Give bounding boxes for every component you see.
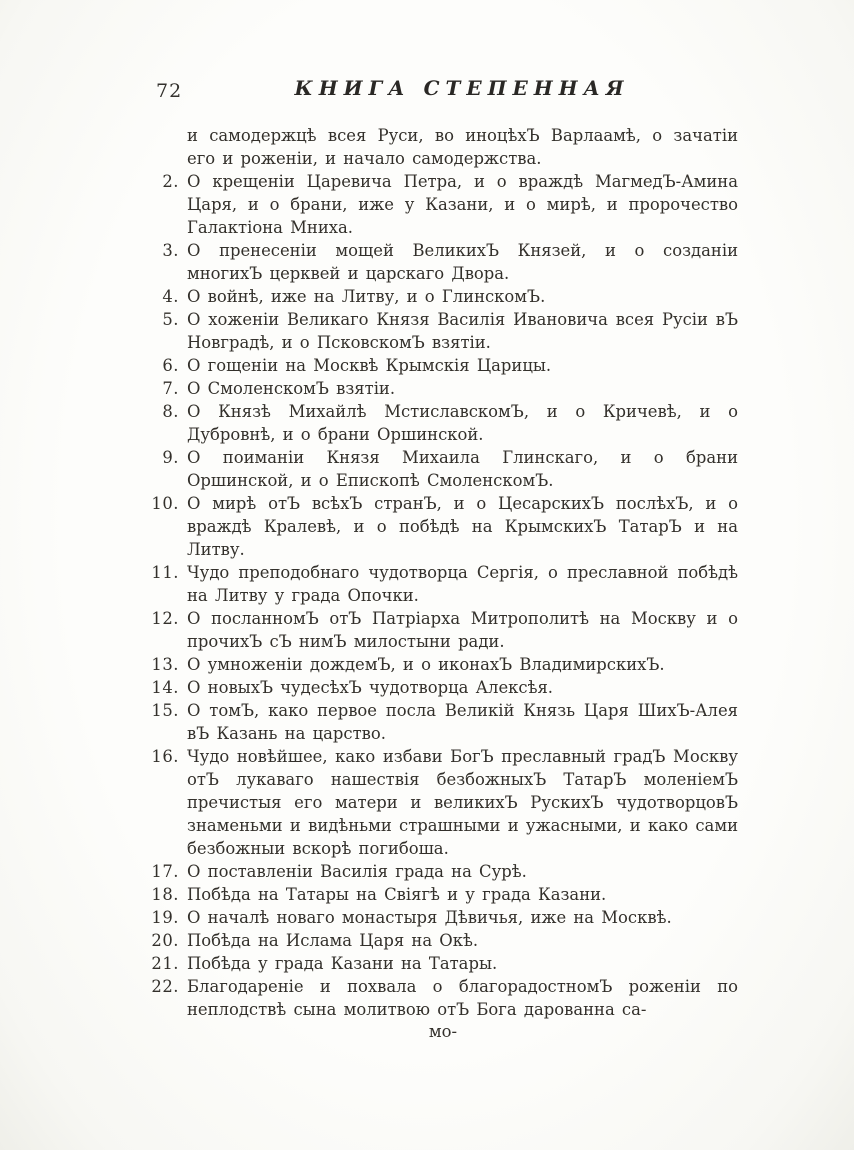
toc-entry-row xyxy=(148,929,738,952)
toc-entry-number: 3. xyxy=(162,241,179,260)
toc-entry-text: Чудо новѣйшее, како избави БогЪ преславный градЪ Москву отЪ лукаваго нашествія безбожныхЪ ТатарЪ моленіемЪ пречистыя его матери и великихЪ РускихЪ чудотворцовЪ знаменьми и видѣньми страшными и ужасными, и како сами безбожныи вскорѣ погибоша. xyxy=(187,747,738,858)
toc-entry-row xyxy=(148,561,738,607)
toc-entry-text: О гощеніи на Москвѣ Крымскія Царицы. xyxy=(187,356,552,375)
toc-entry-text: Благодареніе и похвала о благорадостномЪ роженіи по неплодствѣ сына молитвою отЪ Бога дарованна са- xyxy=(187,977,738,1019)
book-title: КНИГА СТЕПЕННАЯ xyxy=(294,76,630,100)
toc-entry-text: Побѣда на Татары на Свіягѣ и у града Казани. xyxy=(187,885,607,904)
page-header xyxy=(148,76,736,110)
toc-entry-row xyxy=(148,377,738,400)
toc-entry-text: Чудо преподобнаго чудотворца Сергія, о преславной побѣдѣ на Литву у града Опочки. xyxy=(187,563,738,605)
toc-entry-row xyxy=(148,860,738,883)
toc-entry-text: О хоженіи Великаго Князя Василія Ивановича всея Русіи вЪ Новградѣ, и о ПсковскомЪ взятіи. xyxy=(187,310,738,352)
toc-entry-number: 15. xyxy=(151,701,179,720)
toc-entry-number: 20. xyxy=(151,931,179,950)
toc-entry-text: Побѣда у града Казани на Татары. xyxy=(187,954,498,973)
toc-entry-text: О крещеніи Царевича Петра, и о враждѣ МагмедЪ-Амина Царя, и о брани, иже у Казани, и о мирѣ, и пророчество Галактіона Мниха. xyxy=(187,172,738,237)
intro-paragraph: и самодержцѣ всея Руси, во иноцѣхЪ Варлаамѣ, о зачатіи его и роженіи, и начало самодержства. xyxy=(187,126,738,168)
toc-entry-row xyxy=(148,653,738,676)
toc-entry-number: 13. xyxy=(151,655,179,674)
toc-entry-text: О умноженіи дождемЪ, и о иконахЪ ВладимирскихЪ. xyxy=(187,655,665,674)
toc-entry-number: 21. xyxy=(151,954,179,973)
toc-entry-row xyxy=(148,285,738,308)
toc-entry-number: 8. xyxy=(162,402,179,421)
toc-entry-text: О новыхЪ чудесѣхЪ чудотворца Алексѣя. xyxy=(187,678,554,697)
toc-entry-text: О СмоленскомЪ взятіи. xyxy=(187,379,396,398)
toc-entry-text: О началѣ новаго монастыря Дѣвичья, иже на Москвѣ. xyxy=(187,908,672,927)
toc-entry-number: 16. xyxy=(151,747,179,766)
toc-entry-row xyxy=(148,952,738,975)
toc-entry-number: 5. xyxy=(162,310,179,329)
toc-entry-text: О томЪ, како первое посла Великій Князь Царя ШихЪ-Алея вЪ Казань на царство. xyxy=(187,701,738,743)
toc-entry-text: О пренесеніи мощей ВеликихЪ Князей, и о созданіи многихЪ церквей и царскаго Двора. xyxy=(187,241,738,283)
toc-entry-number: 9. xyxy=(162,448,179,467)
toc-entry-number: 7. xyxy=(162,379,179,398)
catchword: мо- xyxy=(428,1022,458,1041)
toc-entry-text: О Князѣ Михайлѣ МстиславскомЪ, и о Кричевѣ, и о Дубровнѣ, и о брани Оршинской. xyxy=(187,402,738,444)
toc-entry-text: О мирѣ отЪ всѣхЪ странЪ, и о ЦесарскихЪ послѣхЪ, и о враждѣ Кралевѣ, и о побѣдѣ на КрымскихЪ ТатарЪ и на Литву. xyxy=(187,494,738,559)
toc-entry-number: 4. xyxy=(162,287,179,306)
toc-entry-row xyxy=(148,170,738,239)
toc-entry-number: 6. xyxy=(162,356,179,375)
toc-entry-number: 14. xyxy=(151,678,179,697)
table-of-contents xyxy=(148,124,738,1021)
toc-entry-row xyxy=(148,308,738,354)
toc-entry-row xyxy=(148,446,738,492)
toc-entry-text: Побѣда на Ислама Царя на Окѣ. xyxy=(187,931,479,950)
toc-entry-number: 2. xyxy=(162,172,179,191)
toc-entry-row xyxy=(148,676,738,699)
toc-entry-text: О войнѣ, иже на Литву, и о ГлинскомЪ. xyxy=(187,287,546,306)
toc-entry-number: 12. xyxy=(151,609,179,628)
toc-entry-row xyxy=(148,699,738,745)
toc-entry-row xyxy=(148,239,738,285)
toc-entry-row xyxy=(148,400,738,446)
toc-entry-text: О поиманіи Князя Михаила Глинскаго, и о брани Оршинской, и о Епископѣ СмоленскомЪ. xyxy=(187,448,738,490)
toc-entry-number: 19. xyxy=(151,908,179,927)
toc-entry-number: 11. xyxy=(151,563,179,582)
entries-list xyxy=(148,170,738,1021)
toc-entry-row xyxy=(148,883,738,906)
toc-entry-row xyxy=(148,975,738,1021)
toc-entry-row xyxy=(148,607,738,653)
toc-entry-row xyxy=(148,354,738,377)
toc-entry-number: 22. xyxy=(151,977,179,996)
toc-entry-number: 17. xyxy=(151,862,179,881)
toc-entry-text: О поставленіи Василія града на Сурѣ. xyxy=(187,862,527,881)
toc-entry-number: 10. xyxy=(151,494,179,513)
toc-entry-row xyxy=(148,906,738,929)
toc-entry-number: 18. xyxy=(151,885,179,904)
toc-entry-row xyxy=(148,745,738,860)
page-number: 72 xyxy=(156,80,183,102)
toc-entry-row xyxy=(148,492,738,561)
toc-entry-text: О посланномЪ отЪ Патріарха Митрополитѣ на Москву и о прочихЪ сЪ нимЪ милостыни ради. xyxy=(187,609,738,651)
